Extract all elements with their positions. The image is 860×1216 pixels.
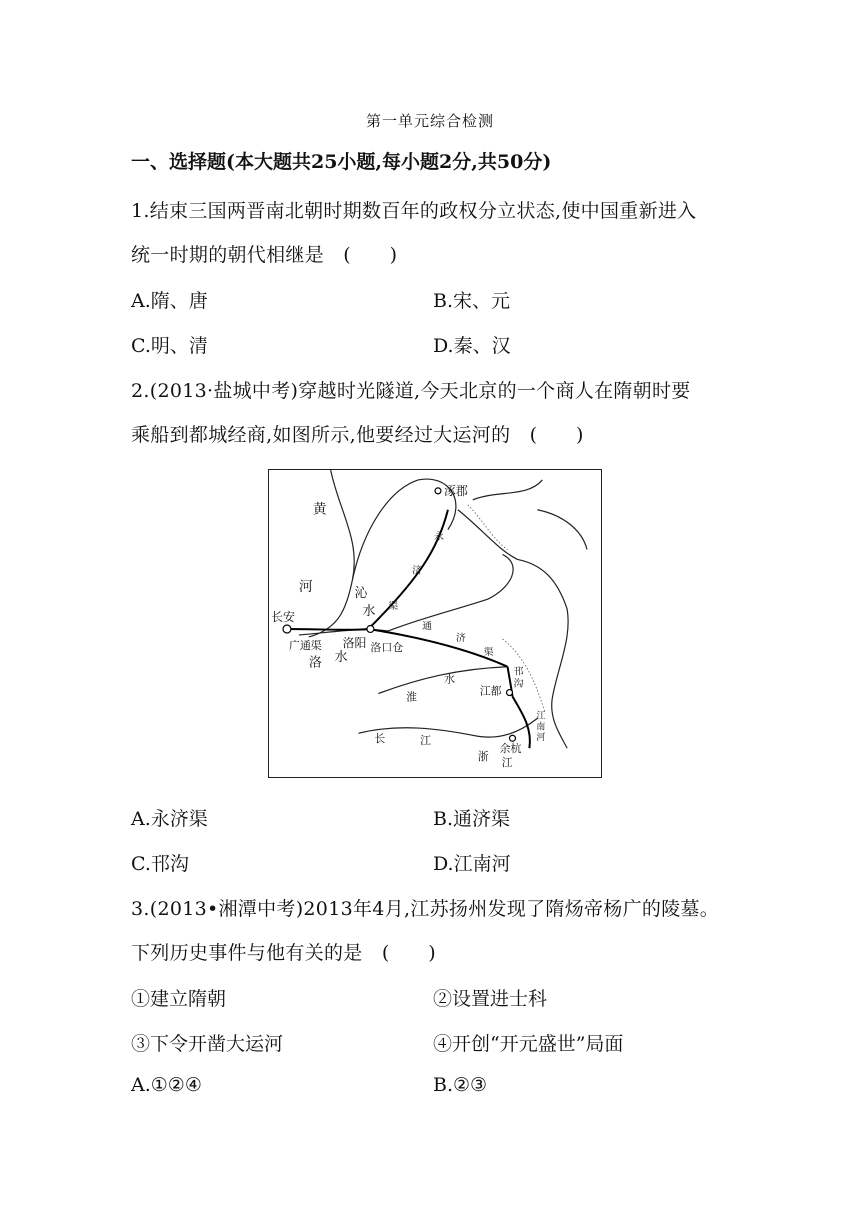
question-3-line-1: 3.(2013•湘潭中考)2013年4月,江苏扬州发现了隋炀帝杨广的陵墓。 bbox=[131, 898, 720, 920]
question-3-statement-3: ③下令开凿大运河 bbox=[131, 1033, 284, 1055]
luoyang-marker bbox=[367, 625, 374, 632]
page-title: 第一单元综合检测 bbox=[365, 112, 494, 130]
map-label-changan: 长安 bbox=[271, 610, 295, 625]
map-label-ji1: 济 bbox=[412, 565, 423, 577]
map-label-han: 邗 bbox=[513, 666, 524, 678]
map-label-gou: 沟 bbox=[513, 678, 524, 690]
coastline bbox=[455, 510, 568, 748]
question-3-option-b: B.②③ bbox=[433, 1074, 488, 1096]
section-heading: 一、选择题(本大题共25小题,每小题2分,共50分) bbox=[131, 151, 552, 173]
yuhang-marker bbox=[510, 735, 516, 741]
map-label-jiangdu: 江都 bbox=[479, 684, 502, 698]
question-2-line-2: 乘船到都城经商,如图所示,他要经过大运河的 ( ) bbox=[131, 424, 584, 446]
map-label-jiang: 江 bbox=[420, 734, 432, 748]
changan-marker bbox=[283, 625, 291, 633]
yellow-river-east bbox=[388, 554, 513, 631]
question-1-option-b: B.宋、元 bbox=[433, 290, 511, 312]
map-label-zhe-jiang: 江 bbox=[501, 756, 513, 770]
question-1-option-c: C.明、清 bbox=[131, 335, 208, 357]
question-3-line-2: 下列历史事件与他有关的是 ( ) bbox=[131, 942, 436, 964]
map-label-luo-shui: 水 bbox=[334, 649, 348, 665]
peninsula bbox=[537, 510, 587, 550]
question-1-option-a: A.隋、唐 bbox=[131, 290, 208, 312]
coast-north bbox=[473, 480, 543, 500]
guangtong-canal bbox=[289, 629, 368, 630]
question-2-option-c: C.邗沟 bbox=[131, 853, 189, 875]
question-3-statement-1: ①建立隋朝 bbox=[131, 988, 227, 1010]
map-label-luo: 洛 bbox=[308, 655, 322, 671]
question-3-statement-2: ②设置进士科 bbox=[433, 988, 548, 1010]
map-label-ji2: 济 bbox=[455, 632, 466, 644]
question-1-line-1: 1.结束三国两晋南北朝时期数百年的政权分立状态,使中国重新进入 bbox=[131, 200, 697, 222]
map-label-jiangnanhe-3: 河 bbox=[536, 733, 546, 744]
map-label-qu1: 渠 bbox=[388, 601, 399, 613]
map-label-luokoucang: 洛口仓 bbox=[370, 640, 404, 654]
question-2-option-b: B.通济渠 bbox=[433, 808, 511, 830]
question-1-line-2: 统一时期的朝代相继是 ( ) bbox=[131, 244, 398, 266]
map-label-zhuojun: 涿郡 bbox=[443, 483, 468, 498]
map-label-qin-shui: 水 bbox=[362, 604, 376, 620]
question-2-option-d: D.江南河 bbox=[433, 853, 511, 875]
map-label-qu2: 渠 bbox=[483, 646, 494, 658]
map-label-chang: 长 bbox=[374, 732, 386, 746]
question-2-option-a: A.永济渠 bbox=[131, 808, 208, 830]
map-label-he: 河 bbox=[298, 579, 313, 596]
map-label-yuhang: 余杭 bbox=[499, 742, 522, 756]
old-coast-north bbox=[468, 505, 508, 550]
map-label-yong: 永 bbox=[434, 531, 444, 543]
yongji-canal bbox=[368, 510, 447, 629]
map-label-huang: 黄 bbox=[312, 501, 327, 518]
map-label-guangtongqu: 广通渠 bbox=[288, 638, 322, 652]
question-1-option-d: D.秦、汉 bbox=[433, 335, 511, 357]
grand-canal-map bbox=[268, 469, 602, 778]
question-3-option-a: A.①②④ bbox=[131, 1074, 202, 1096]
jiangdu-marker bbox=[507, 690, 513, 696]
map-label-luoyang: 洛阳 bbox=[342, 635, 367, 650]
map-label-jiangnanhe-1: 江 bbox=[536, 711, 546, 722]
question-3-statement-4: ④开创“开元盛世”局面 bbox=[433, 1033, 624, 1055]
map-label-tong: 通 bbox=[422, 620, 433, 632]
map-label-zhe: 浙 bbox=[477, 750, 489, 764]
yangtze-river bbox=[358, 718, 537, 737]
zhuojun-marker bbox=[435, 488, 441, 494]
yellow-river-upper bbox=[309, 470, 354, 637]
map-label-qin: 沁 bbox=[354, 586, 368, 602]
question-2-line-1: 2.(2013·盐城中考)穿越时光隧道,今天北京的一个商人在隋朝时要 bbox=[131, 380, 691, 402]
map-label-jiangnanhe-2: 南 bbox=[536, 722, 546, 733]
yellow-river-loop bbox=[353, 479, 456, 579]
map-label-huai-shui: 水 bbox=[443, 672, 455, 686]
map-label-huai: 淮 bbox=[406, 690, 418, 704]
